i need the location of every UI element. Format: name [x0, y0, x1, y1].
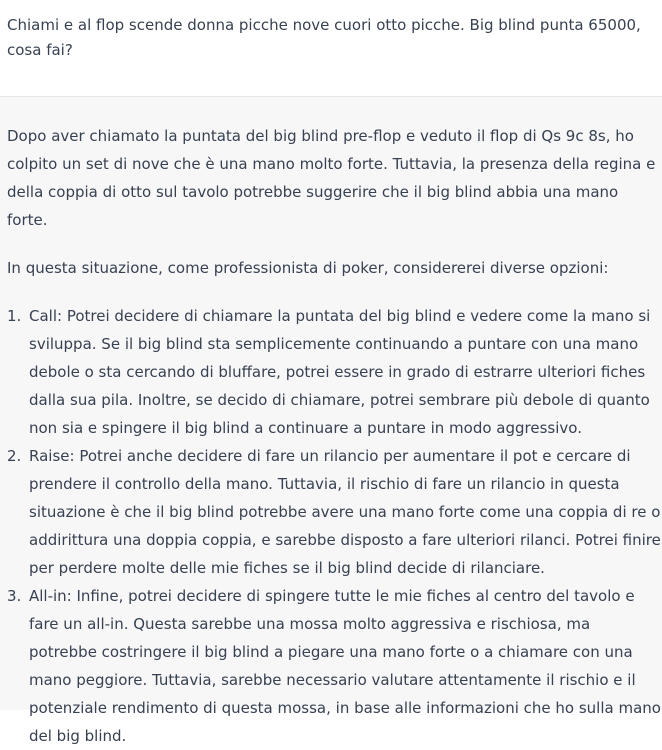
user-message — [0, 0, 662, 97]
user-message-text: Chiami e al flop scende donna picche nove cuori otto picche. Big blind punta 65000, cosa fai? — [7, 16, 641, 59]
list-item-number: 2. — [7, 447, 22, 465]
assistant-message — [0, 97, 662, 745]
list-item-text: Raise: Potrei anche decidere di fare un rilancio per aumentare il pot e cercare di prendere il controllo della mano. Tuttavia, il rischio di fare un rilancio in questa situazione è che il big blind potrebbe avere una mano forte come una coppia di re o addirittura una doppia coppia, e sarebbe disposto a fare ulteriori rilanci. Potrei finire per perdere molte delle mie fiches se il big blind decide di rilanciare. — [29, 447, 661, 577]
list-item-number: 3. — [7, 587, 22, 605]
assistant-paragraph: In questa situazione, come professionista di poker, considererei diverse opzioni: — [7, 259, 609, 277]
assistant-paragraph: Dopo aver chiamato la puntata del big blind pre-flop e veduto il flop di Qs 9c 8s, ho colpito un set di nove che è una mano molto forte. Tuttavia, la presenza della regina e della coppia di otto sul tavolo potrebbe suggerire che il big blind abbia una mano forte. — [7, 127, 656, 229]
list-item — [7, 302, 661, 442]
list-item — [7, 442, 661, 582]
options-list — [7, 302, 661, 750]
list-item-text: All-in: Infine, potrei decidere di spingere tutte le mie fiches al centro del tavolo e fare un all-in. Questa sarebbe una mossa molto aggressiva e rischiosa, ma potrebbe costringere il big blind a piegare una mano forte o a chiamare con una mano peggiore. Tuttavia, sarebbe necessario valutare attentamente il rischio e il potenziale rendimento di questa mossa, in base alle informazioni che ho sulla mano del big blind. — [29, 587, 661, 745]
list-item-number: 1. — [7, 307, 22, 325]
list-item-text: Call: Potrei decidere di chiamare la puntata del big blind e vedere come la mano si sviluppa. Se il big blind sta semplicemente continuando a puntare con una mano debole o sta cercando di bluffare, potrei essere in grado di estrarre ulteriori fiches dalla sua pila. Inoltre, se decido di chiamare, potrei sembrare più debole di quanto non sia e spingere il big blind a continuare a puntare in modo aggressivo. — [29, 307, 651, 437]
list-item — [7, 582, 661, 750]
assistant-message-body — [7, 122, 661, 750]
